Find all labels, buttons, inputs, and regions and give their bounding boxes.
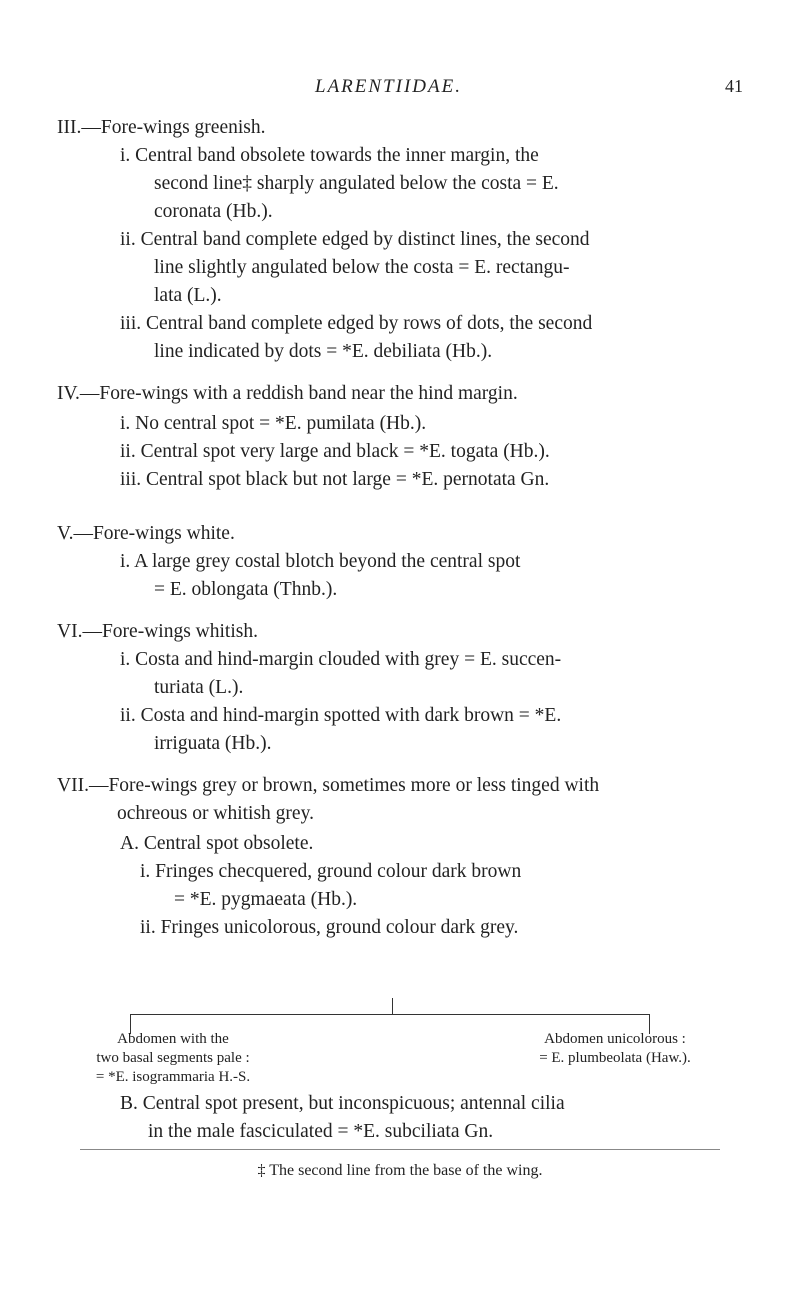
section-vi-heading: VI.—Fore-wings whitish. xyxy=(57,621,258,642)
section-vii-subheading-a: A. Central spot obsolete. xyxy=(120,833,314,854)
section-vii-subheading-b: B. Central spot present, but inconspicuous; antennal cilia in the male fasciculated = *E. subciliata Gn. xyxy=(120,1093,565,1142)
section-v-item-i: i. A large grey costal blotch beyond the central spot = E. oblongata (Thnb.). xyxy=(120,551,521,600)
section-iv-item-ii: ii. Central spot very large and black = *E. togata (Hb.). xyxy=(120,441,550,462)
section-iv-heading: IV.—Fore-wings with a reddish band near the hind margin. xyxy=(57,383,518,404)
running-header xyxy=(0,76,800,100)
split-left-column: Abdomen with the two basal segments pale : = *E. isogrammaria H.-S. xyxy=(95,1031,251,1085)
section-vii-a-item-i: i. Fringes checquered, ground colour dark brown = *E. pygmaeata (Hb.). xyxy=(140,861,522,910)
section-vii-heading: VII.—Fore-wings grey or brown, sometimes more or less tinged with ochreous or whitish grey. xyxy=(57,775,600,824)
page-number: 41 xyxy=(725,76,743,96)
section-vii-a-item-ii: ii. Fringes unicolorous, ground colour dark grey. xyxy=(140,917,519,938)
running-title: LARENTIIDAE. xyxy=(315,76,462,97)
section-iv-item-iii: iii. Central spot black but not large = *E. pernotata Gn. xyxy=(120,469,550,490)
section-iii-item-iii: iii. Central band complete edged by rows of dots, the second line indicated by dots = *E. debiliata (Hb.). xyxy=(120,313,593,362)
footnote: ‡ The second line from the base of the wing. xyxy=(257,1162,543,1179)
footnote-rule xyxy=(80,1149,720,1150)
split-right-column: Abdomen unicolorous : = E. plumbeolata (Haw.). xyxy=(539,1031,691,1066)
section-iii-item-ii: ii. Central band complete edged by distinct lines, the second line slightly angulated below the costa = E. rectangu- lata (L.). xyxy=(120,229,590,306)
section-v-heading: V.—Fore-wings white. xyxy=(57,523,235,544)
section-iv-item-i: i. No central spot = *E. pumilata (Hb.). xyxy=(120,413,427,434)
section-vi-item-ii: ii. Costa and hind-margin spotted with dark brown = *E. irriguata (Hb.). xyxy=(120,705,562,754)
section-iii-heading: III.—Fore-wings greenish. xyxy=(57,117,266,138)
section-iii-item-i: i. Central band obsolete towards the inner margin, the second line‡ sharply angulated below the costa = E. coronata (Hb.). xyxy=(120,145,559,222)
section-vi-item-i: i. Costa and hind-margin clouded with grey = E. succen- turiata (L.). xyxy=(120,649,562,698)
